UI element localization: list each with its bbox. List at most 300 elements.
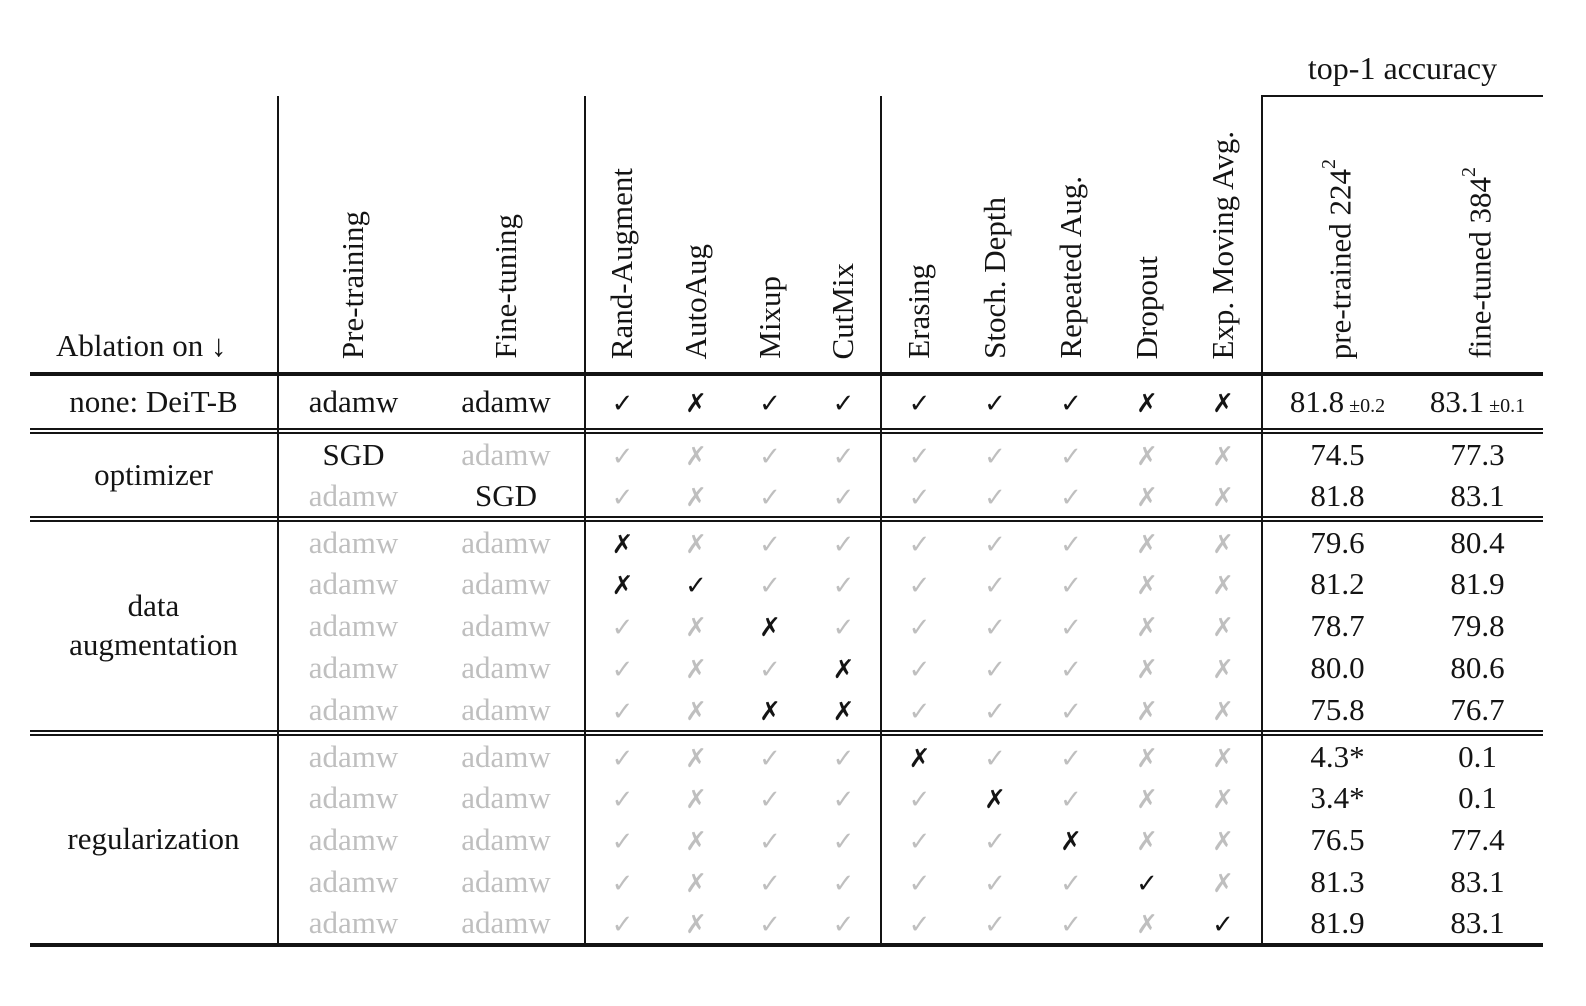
cell-mixup <box>733 605 807 647</box>
cell-erasing <box>881 374 957 429</box>
cell-erasing <box>881 605 957 647</box>
cell-acc-finetuned-384 <box>1412 475 1543 517</box>
col-cutmix: CutMix <box>807 96 881 374</box>
cross-icon: ✗ <box>984 785 1006 815</box>
cell-acc-finetuned-384 <box>1412 433 1543 475</box>
check-icon: ✓ <box>759 743 781 774</box>
cell-exp-moving-avg <box>1185 605 1262 647</box>
cell-fine-tuning: adamw <box>428 521 585 563</box>
cell-stoch-depth <box>957 605 1033 647</box>
cross-icon: ✗ <box>1212 389 1234 419</box>
col-erasing: Erasing <box>881 96 957 374</box>
cell-cutmix <box>807 689 881 731</box>
cell-acc-finetuned-384 <box>1412 903 1543 945</box>
check-icon: ✓ <box>908 785 931 815</box>
cell-cutmix <box>807 647 881 689</box>
cell-fine-tuning: adamw <box>428 819 585 861</box>
check-icon: ✓ <box>832 529 855 560</box>
column-header-row <box>30 96 1543 374</box>
cell-acc-pretrained-224 <box>1262 521 1412 563</box>
accuracy-value: 80.4 <box>1450 524 1505 560</box>
cell-cutmix <box>807 605 881 647</box>
check-icon: ✓ <box>832 910 855 940</box>
accuracy-value: 81.8 <box>1289 384 1345 419</box>
cell-repeated-aug <box>1033 819 1109 861</box>
cell-dropout <box>1109 777 1185 819</box>
cell-cutmix <box>807 433 881 475</box>
accuracy-value: 76.5 <box>1310 822 1365 857</box>
cell-cutmix <box>807 475 881 517</box>
cell-acc-pretrained-224 <box>1262 819 1412 861</box>
col-repeated-aug: Repeated Aug. <box>1033 96 1109 374</box>
cell-rand-augment <box>585 777 659 819</box>
cell-erasing <box>881 903 957 945</box>
cell-dropout <box>1109 861 1185 903</box>
section-label-line: data <box>127 588 180 624</box>
check-icon: ✓ <box>611 696 634 727</box>
cell-fine-tuning: adamw <box>428 777 585 819</box>
cell-exp-moving-avg <box>1185 735 1262 777</box>
cell-erasing <box>881 647 957 689</box>
cross-icon: ✗ <box>685 785 707 815</box>
check-icon: ✓ <box>759 655 781 685</box>
cell-pre-training: adamw <box>308 566 399 601</box>
col-dropout: Dropout <box>1109 96 1185 374</box>
check-icon: ✓ <box>759 571 781 601</box>
section-label-optimizer <box>30 433 278 517</box>
cell-exp-moving-avg <box>1185 689 1262 731</box>
check-icon: ✓ <box>984 613 1006 643</box>
cell-fine-tuning: adamw <box>428 647 585 689</box>
cell-erasing <box>881 475 957 517</box>
cross-icon: ✗ <box>685 389 707 419</box>
cell-pre-training: adamw <box>308 477 399 513</box>
cell-autoaug <box>659 521 733 563</box>
accuracy-value: 80.0 <box>1310 650 1365 685</box>
cell-cutmix <box>807 374 881 429</box>
cell-rand-augment <box>585 735 659 777</box>
cell-acc-pretrained-224 <box>1262 605 1412 647</box>
cell-autoaug <box>659 819 733 861</box>
cell-pre-training: adamw <box>308 608 399 643</box>
cell-erasing <box>881 563 957 605</box>
col-acc-finetuned-384: fine-tuned $384^2$ <box>1412 96 1543 374</box>
cell-acc-finetuned-384 <box>1412 563 1543 605</box>
cross-icon: ✗ <box>685 529 707 560</box>
cell-exp-moving-avg <box>1185 563 1262 605</box>
cell-acc-finetuned-384 <box>1412 861 1543 903</box>
cross-icon: ✗ <box>1136 613 1158 643</box>
cell-acc-pretrained-224 <box>1262 903 1412 945</box>
check-icon: ✓ <box>1212 910 1234 940</box>
cell-autoaug <box>659 374 733 429</box>
cross-icon: ✗ <box>908 743 931 774</box>
cell-stoch-depth <box>957 475 1033 517</box>
cross-icon: ✗ <box>759 613 781 643</box>
check-icon: ✓ <box>832 571 855 601</box>
check-icon: ✓ <box>908 910 931 940</box>
accuracy-value: 0.1 <box>1458 738 1497 774</box>
accuracy-value: 4.3* <box>1310 738 1365 774</box>
cell-exp-moving-avg <box>1185 777 1262 819</box>
cross-icon: ✗ <box>1212 441 1234 472</box>
cell-autoaug <box>659 605 733 647</box>
cell-dropout <box>1109 689 1185 731</box>
check-icon: ✓ <box>832 785 855 815</box>
cell-mixup <box>733 647 807 689</box>
check-icon: ✓ <box>611 785 634 815</box>
cross-icon: ✗ <box>1136 827 1158 857</box>
cross-icon: ✗ <box>685 613 707 643</box>
cell-stoch-depth <box>957 689 1033 731</box>
cell-rand-augment <box>585 605 659 647</box>
table-row <box>30 374 1543 429</box>
accuracy-value: 77.3 <box>1450 436 1505 472</box>
cell-cutmix <box>807 819 881 861</box>
check-icon: ✓ <box>832 482 855 513</box>
cross-icon: ✗ <box>685 743 707 774</box>
accuracy-value: 79.8 <box>1450 608 1505 643</box>
check-icon: ✓ <box>685 571 707 601</box>
cell-acc-pretrained-224 <box>1262 475 1412 517</box>
cross-icon: ✗ <box>1212 529 1234 560</box>
cell-exp-moving-avg <box>1185 475 1262 517</box>
cell-exp-moving-avg <box>1185 903 1262 945</box>
cross-icon: ✗ <box>832 696 855 727</box>
cell-repeated-aug <box>1033 475 1109 517</box>
check-icon: ✓ <box>984 441 1006 472</box>
check-icon: ✓ <box>1060 785 1082 815</box>
cross-icon: ✗ <box>1136 482 1158 513</box>
col-mixup: Mixup <box>733 96 807 374</box>
cross-icon: ✗ <box>1136 389 1158 419</box>
cell-dropout <box>1109 374 1185 429</box>
check-icon: ✓ <box>759 869 781 899</box>
check-icon: ✓ <box>908 441 931 472</box>
check-icon: ✓ <box>759 827 781 857</box>
cell-mixup <box>733 475 807 517</box>
check-icon: ✓ <box>1060 482 1082 513</box>
section-label-line: augmentation <box>69 627 238 662</box>
check-icon: ✓ <box>759 785 781 815</box>
cell-mixup <box>733 903 807 945</box>
cell-rand-augment <box>585 475 659 517</box>
cross-icon: ✗ <box>685 869 707 899</box>
cell-acc-pretrained-224 <box>1262 433 1412 475</box>
col-autoaug: AutoAug <box>659 96 733 374</box>
cell-erasing <box>881 689 957 731</box>
cell-fine-tuning: adamw <box>428 433 585 475</box>
cross-icon: ✗ <box>685 696 707 727</box>
cell-pre-training: adamw <box>308 384 399 419</box>
cell-rand-augment <box>585 903 659 945</box>
cell-cutmix <box>807 903 881 945</box>
check-icon: ✓ <box>611 613 634 643</box>
check-icon: ✓ <box>832 389 855 419</box>
check-icon: ✓ <box>1060 613 1082 643</box>
check-icon: ✓ <box>984 827 1006 857</box>
accuracy-stddev: ±0.1 <box>1489 395 1526 417</box>
cross-icon: ✗ <box>685 910 707 940</box>
cross-icon: ✗ <box>1212 571 1234 601</box>
cell-dropout <box>1109 819 1185 861</box>
cell-mixup <box>733 689 807 731</box>
cell-pre-training: adamw <box>308 780 399 815</box>
cell-stoch-depth <box>957 735 1033 777</box>
accuracy-value: 3.4* <box>1310 780 1365 815</box>
cell-repeated-aug <box>1033 689 1109 731</box>
col-fine-tuning: Fine-tuning <box>428 96 585 374</box>
cell-autoaug <box>659 433 733 475</box>
cross-icon: ✗ <box>1136 910 1158 940</box>
check-icon: ✓ <box>908 655 931 685</box>
cell-fine-tuning: adamw <box>428 689 585 731</box>
cell-mixup <box>733 563 807 605</box>
cell-mixup <box>733 777 807 819</box>
accuracy-value: 77.4 <box>1450 822 1505 857</box>
cross-icon: ✗ <box>1136 785 1158 815</box>
check-icon: ✓ <box>1060 441 1082 472</box>
check-icon: ✓ <box>1136 869 1158 899</box>
cell-pre-training: adamw <box>308 822 399 857</box>
cell-dropout <box>1109 521 1185 563</box>
ablation-table <box>30 4 1543 947</box>
cell-rand-augment <box>585 861 659 903</box>
cell-mixup <box>733 521 807 563</box>
cell-pre-training: SGD <box>322 436 385 472</box>
section-label-data-augmentation <box>30 521 278 731</box>
cell-stoch-depth <box>957 777 1033 819</box>
check-icon: ✓ <box>1060 389 1082 419</box>
cell-fine-tuning: adamw <box>428 903 585 945</box>
check-icon: ✓ <box>984 743 1006 774</box>
cell-dropout <box>1109 475 1185 517</box>
check-icon: ✓ <box>984 696 1006 727</box>
accuracy-value: 81.8 <box>1310 477 1365 513</box>
accuracy-value: 81.9 <box>1450 566 1505 601</box>
cross-icon: ✗ <box>1136 655 1158 685</box>
cell-stoch-depth <box>957 374 1033 429</box>
accuracy-group-spacer <box>30 4 1262 96</box>
check-icon: ✓ <box>611 869 634 899</box>
cell-exp-moving-avg <box>1185 374 1262 429</box>
cross-icon: ✗ <box>759 696 781 727</box>
check-icon: ✓ <box>1060 571 1082 601</box>
accuracy-value: 76.7 <box>1450 691 1505 727</box>
section-label-line: optimizer <box>94 456 213 492</box>
cross-icon: ✗ <box>1060 827 1082 857</box>
cross-icon: ✗ <box>1212 827 1234 857</box>
check-icon: ✓ <box>832 441 855 472</box>
check-icon: ✓ <box>832 613 855 643</box>
cross-icon: ✗ <box>1212 655 1234 685</box>
accuracy-value: 80.6 <box>1450 650 1505 685</box>
accuracy-value: 78.7 <box>1310 608 1365 643</box>
section-label-line: none: DeiT-B <box>69 383 238 419</box>
cell-rand-augment <box>585 647 659 689</box>
table-header <box>30 4 1543 374</box>
cell-repeated-aug <box>1033 521 1109 563</box>
cell-mixup <box>733 819 807 861</box>
accuracy-value: 83.1 <box>1450 905 1505 940</box>
check-icon: ✓ <box>611 743 634 774</box>
cell-acc-pretrained-224 <box>1262 689 1412 731</box>
cross-icon: ✗ <box>1212 482 1234 513</box>
table-row <box>30 433 1543 475</box>
cell-autoaug <box>659 861 733 903</box>
cell-rand-augment <box>585 689 659 731</box>
cell-acc-finetuned-384 <box>1412 521 1543 563</box>
cross-icon: ✗ <box>1136 743 1158 774</box>
cross-icon: ✗ <box>832 655 855 685</box>
cell-stoch-depth <box>957 903 1033 945</box>
cell-erasing <box>881 433 957 475</box>
cell-acc-finetuned-384 <box>1412 647 1543 689</box>
cross-icon: ✗ <box>1212 785 1234 815</box>
cell-stoch-depth <box>957 819 1033 861</box>
cell-fine-tuning: adamw <box>428 605 585 647</box>
col-exp-moving-avg: Exp. Moving Avg. <box>1185 96 1262 374</box>
accuracy-value: 81.3 <box>1310 864 1365 899</box>
cell-fine-tuning: adamw <box>428 563 585 605</box>
accuracy-stddev: ±0.2 <box>1349 395 1386 417</box>
check-icon: ✓ <box>908 529 931 560</box>
cell-autoaug <box>659 563 733 605</box>
cross-icon: ✗ <box>611 571 634 601</box>
cell-acc-finetuned-384 <box>1412 819 1543 861</box>
check-icon: ✓ <box>984 869 1006 899</box>
accuracy-group-row <box>30 4 1543 96</box>
check-icon: ✓ <box>611 389 634 419</box>
check-icon: ✓ <box>759 529 781 560</box>
cross-icon: ✗ <box>1136 441 1158 472</box>
cell-autoaug <box>659 903 733 945</box>
cross-icon: ✗ <box>1212 613 1234 643</box>
cell-exp-moving-avg <box>1185 433 1262 475</box>
table-row <box>30 521 1543 563</box>
cell-acc-pretrained-224 <box>1262 861 1412 903</box>
cell-dropout <box>1109 647 1185 689</box>
cross-icon: ✗ <box>1136 571 1158 601</box>
cell-stoch-depth <box>957 521 1033 563</box>
accuracy-value: 74.5 <box>1310 436 1365 472</box>
ablation-on-label: Ablation on ↓ <box>30 96 278 374</box>
accuracy-value: 83.1 <box>1450 477 1505 513</box>
accuracy-group-label: top-1 accuracy <box>1262 4 1543 96</box>
check-icon: ✓ <box>984 910 1006 940</box>
check-icon: ✓ <box>984 389 1006 419</box>
cell-repeated-aug <box>1033 861 1109 903</box>
check-icon: ✓ <box>1060 743 1082 774</box>
cell-stoch-depth <box>957 861 1033 903</box>
check-icon: ✓ <box>908 389 931 419</box>
cross-icon: ✗ <box>685 655 707 685</box>
cell-rand-augment <box>585 433 659 475</box>
cell-acc-finetuned-384 <box>1412 689 1543 731</box>
cell-stoch-depth <box>957 647 1033 689</box>
cell-rand-augment <box>585 521 659 563</box>
check-icon: ✓ <box>908 827 931 857</box>
check-icon: ✓ <box>1060 529 1082 560</box>
cell-pre-training: adamw <box>308 905 399 940</box>
cell-fine-tuning: adamw <box>428 374 585 429</box>
cell-erasing <box>881 521 957 563</box>
cell-pre-training: adamw <box>308 650 399 685</box>
cross-icon: ✗ <box>1136 529 1158 560</box>
cell-repeated-aug <box>1033 903 1109 945</box>
check-icon: ✓ <box>1060 910 1082 940</box>
cell-repeated-aug <box>1033 777 1109 819</box>
cell-repeated-aug <box>1033 433 1109 475</box>
check-icon: ✓ <box>908 571 931 601</box>
check-icon: ✓ <box>611 910 634 940</box>
check-icon: ✓ <box>759 389 781 419</box>
cell-cutmix <box>807 521 881 563</box>
check-icon: ✓ <box>1060 696 1082 727</box>
col-pre-training: Pre-training <box>278 96 428 374</box>
section-label-none <box>30 374 278 429</box>
cell-exp-moving-avg <box>1185 819 1262 861</box>
check-icon: ✓ <box>759 482 781 513</box>
cell-dropout <box>1109 903 1185 945</box>
accuracy-value: 79.6 <box>1310 524 1365 560</box>
cell-erasing <box>881 819 957 861</box>
cell-exp-moving-avg <box>1185 647 1262 689</box>
check-icon: ✓ <box>832 827 855 857</box>
cell-exp-moving-avg <box>1185 521 1262 563</box>
cell-stoch-depth <box>957 433 1033 475</box>
cross-icon: ✗ <box>611 529 634 560</box>
check-icon: ✓ <box>984 529 1006 560</box>
cell-pre-training: adamw <box>308 864 399 899</box>
check-icon: ✓ <box>908 482 931 513</box>
cell-repeated-aug <box>1033 647 1109 689</box>
check-icon: ✓ <box>908 696 931 727</box>
check-icon: ✓ <box>1060 655 1082 685</box>
cell-dropout <box>1109 433 1185 475</box>
accuracy-value: 81.9 <box>1310 905 1365 940</box>
cell-cutmix <box>807 861 881 903</box>
check-icon: ✓ <box>908 613 931 643</box>
cell-dropout <box>1109 563 1185 605</box>
cell-acc-finetuned-384 <box>1412 777 1543 819</box>
section-label-line: regularization <box>67 821 240 857</box>
cell-repeated-aug <box>1033 374 1109 429</box>
cell-acc-pretrained-224 <box>1262 735 1412 777</box>
cell-cutmix <box>807 777 881 819</box>
cell-cutmix <box>807 735 881 777</box>
check-icon: ✓ <box>984 482 1006 513</box>
cell-autoaug <box>659 475 733 517</box>
cell-acc-pretrained-224 <box>1262 374 1412 429</box>
cross-icon: ✗ <box>685 441 707 472</box>
accuracy-value: 81.2 <box>1310 566 1365 601</box>
cell-fine-tuning: adamw <box>428 735 585 777</box>
accuracy-value: 83.1 <box>1429 384 1485 419</box>
cross-icon: ✗ <box>1212 743 1234 774</box>
check-icon: ✓ <box>984 655 1006 685</box>
cell-repeated-aug <box>1033 735 1109 777</box>
check-icon: ✓ <box>908 869 931 899</box>
section-label-regularization <box>30 735 278 945</box>
cell-mixup <box>733 861 807 903</box>
cell-autoaug <box>659 647 733 689</box>
cell-erasing <box>881 777 957 819</box>
cross-icon: ✗ <box>1212 869 1234 899</box>
cell-pre-training: adamw <box>308 738 399 774</box>
cell-rand-augment <box>585 563 659 605</box>
cell-acc-finetuned-384 <box>1412 605 1543 647</box>
